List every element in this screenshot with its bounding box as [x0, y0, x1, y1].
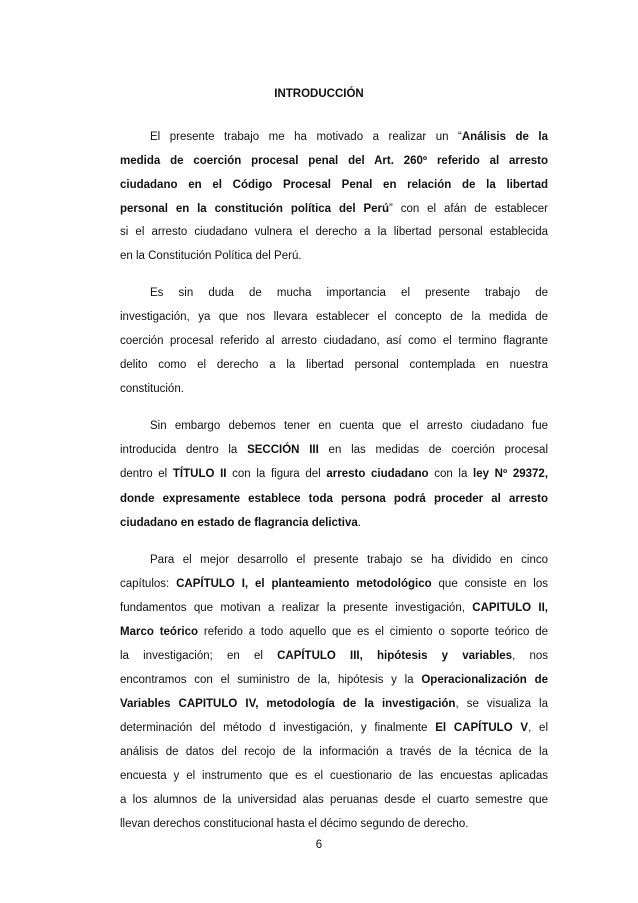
- text-line: [120, 512, 548, 534]
- text-line: [120, 693, 548, 715]
- bold-text: CAPÍTULO I, el planteamiento metodológico: [176, 578, 432, 590]
- text-line: [120, 245, 548, 267]
- page-number: 6: [315, 839, 323, 851]
- bold-text: El CAPÍTULO V: [435, 722, 529, 734]
- text-line: [120, 813, 548, 835]
- text-line: [120, 789, 548, 811]
- text-segment: dentro el: [120, 468, 173, 480]
- bold-text: personal en la constitución política del Perú: [120, 203, 390, 215]
- text-line: [150, 126, 548, 148]
- text-segment: .: [357, 517, 361, 529]
- text-line: [120, 488, 548, 510]
- text-segment: constitución.: [120, 383, 184, 395]
- text-segment: capítulos:: [120, 578, 177, 590]
- text-line: [120, 741, 548, 763]
- text-segment: determinación del método d investigación, y finalmente: [120, 722, 436, 734]
- text-line: [120, 645, 548, 667]
- text-segment: con la: [428, 468, 474, 480]
- text-line: [120, 573, 548, 595]
- text-segment: introducida dentro la: [120, 444, 248, 456]
- text-line: [120, 330, 548, 352]
- text-line: [150, 282, 548, 304]
- text-line: [120, 150, 548, 172]
- text-segment: análisis de datos del recojo de la información a través de la técnica de la: [120, 746, 548, 758]
- text-line: [120, 597, 548, 619]
- text-line: [120, 621, 548, 643]
- page-title: INTRODUCCIÓN: [274, 88, 364, 100]
- text-line: [120, 439, 548, 461]
- text-segment: llevan derechos constitucional hasta el décimo segundo de derecho.: [120, 818, 469, 830]
- text-line: [120, 378, 548, 400]
- text-segment: Sin embargo debemos tener en cuenta que el arresto ciudadano fue: [150, 420, 548, 432]
- text-line: [120, 354, 548, 376]
- text-segment: a los alumnos de la universidad alas peruanas desde el cuarto semestre que: [120, 794, 548, 806]
- text-line: [120, 765, 548, 787]
- text-line: [120, 717, 548, 739]
- text-segment: que consiste en los: [431, 578, 548, 590]
- text-line: [120, 669, 548, 691]
- bold-text: arresto ciudadano: [326, 468, 429, 480]
- text-segment: coerción procesal referido al arresto ciudadano, así como el termino flagrante: [120, 335, 548, 347]
- text-segment: investigación, ya que nos llevara establecer el concepto de la medida de: [120, 311, 548, 323]
- bold-text: Operacionalización de: [421, 674, 548, 686]
- text-segment: encuesta y el instrumento que es el cuestionario de las encuestas aplicadas: [120, 770, 548, 782]
- text-segment: , se visualiza la: [455, 698, 548, 710]
- text-segment: en la Constitución Política del Perú.: [120, 250, 302, 262]
- bold-text: ley Nº 29372,: [473, 468, 549, 480]
- bold-text: ciudadano en estado de flagrancia delictiva: [120, 517, 358, 529]
- bold-text: Marco teórico: [120, 626, 199, 638]
- bold-text: donde expresamente establece toda persona podrá proceder al arresto: [120, 493, 548, 505]
- bold-text: ciudadano en el Código Procesal Penal en relación de la libertad: [120, 179, 548, 191]
- text-segment: encontramos con el suministro de la, hipótesis y la: [120, 674, 422, 686]
- bold-text: CAPÍTULO III, hipótesis y variables: [277, 650, 513, 662]
- bold-text: SECCIÓN III: [247, 444, 319, 456]
- text-segment: Para el mejor desarrollo el presente trabajo se ha dividido en cinco: [150, 554, 548, 566]
- text-line: [150, 549, 548, 571]
- bold-text: TÍTULO II: [172, 468, 227, 480]
- text-segment: si el arresto ciudadano vulnera el derecho a la libertad personal establecida: [120, 226, 548, 238]
- text-segment: ” con el afán de establecer: [389, 203, 548, 215]
- text-line: [150, 415, 548, 437]
- text-segment: El presente trabajo me ha motivado a realizar un “: [150, 131, 462, 143]
- text-line: [120, 306, 548, 328]
- bold-text: CAPITULO II,: [472, 602, 548, 614]
- text-segment: la investigación; en el: [120, 650, 278, 662]
- text-segment: con la figura del: [226, 468, 327, 480]
- text-line: [120, 463, 548, 485]
- text-segment: fundamentos que motivan a realizar la presente investigación,: [120, 602, 473, 614]
- bold-text: medida de coerción procesal penal del Art. 260º referido al arresto: [120, 155, 548, 167]
- text-line: [120, 221, 548, 243]
- bold-text: Análisis de la: [461, 131, 548, 143]
- text-segment: delito como el derecho a la libertad personal contemplada en nuestra: [120, 359, 548, 371]
- text-segment: , el: [528, 722, 549, 734]
- text-line: [120, 198, 548, 220]
- text-line: [120, 174, 548, 196]
- text-segment: en las medidas de coerción procesal: [318, 444, 548, 456]
- text-segment: , nos: [512, 650, 548, 662]
- text-segment: referido a todo aquello que es el cimiento o soporte teórico de: [198, 626, 548, 638]
- text-segment: Es sin duda de mucha importancia el presente trabajo de: [150, 287, 548, 299]
- bold-text: Variables CAPITULO IV, metodología de la investigación: [120, 698, 456, 710]
